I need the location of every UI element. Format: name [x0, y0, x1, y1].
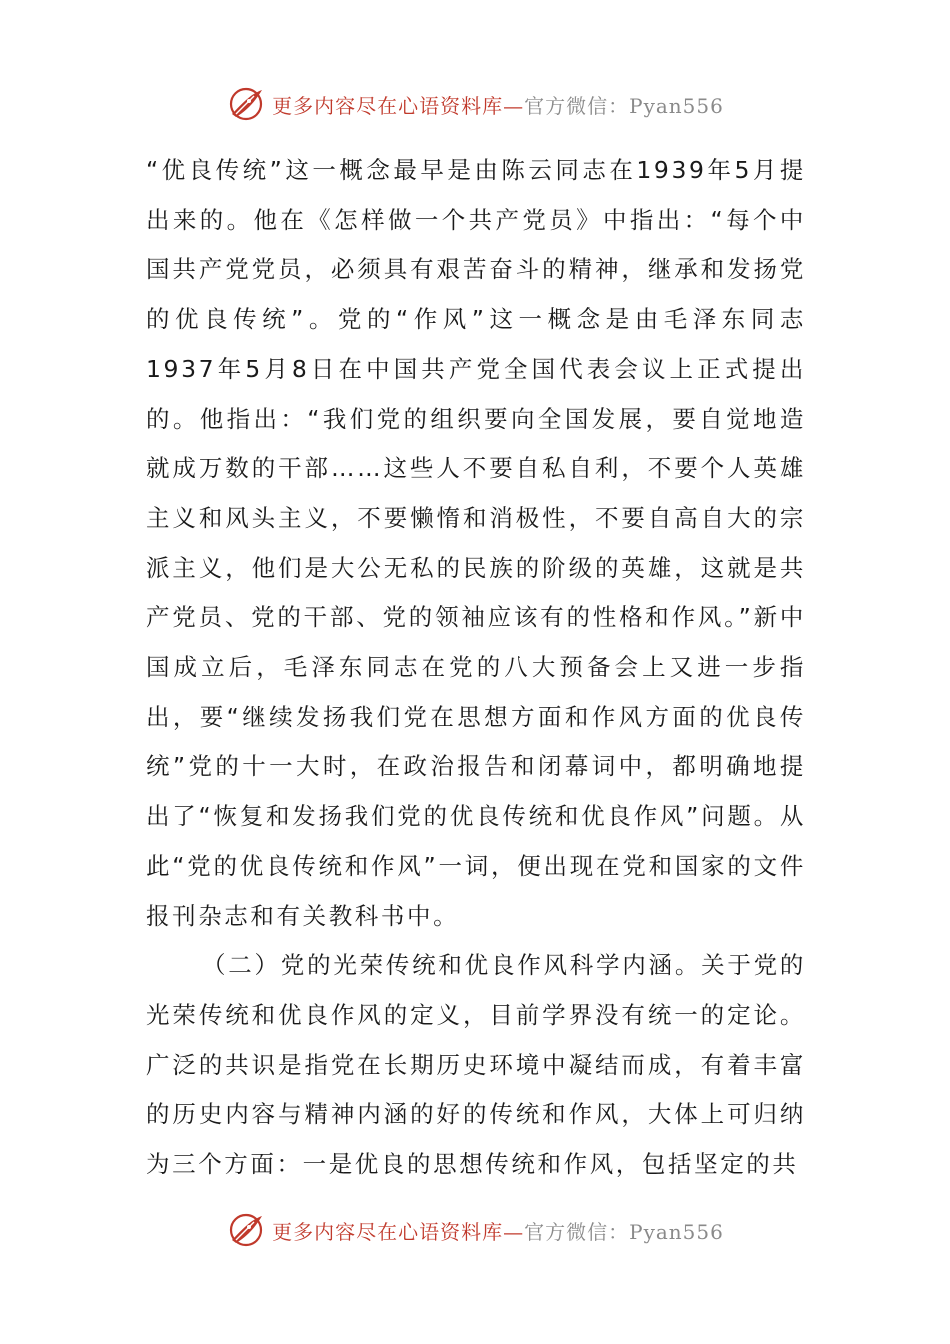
- pen-nib-logo-icon: [226, 1210, 266, 1250]
- header-banner-main: 更多内容尽在心语资料库—: [272, 93, 525, 118]
- header-banner-text: [272, 90, 724, 119]
- footer-banner-main: 更多内容尽在心语资料库—: [272, 1219, 525, 1244]
- header-wechat-label: 官方微信：: [524, 93, 630, 118]
- header-wechat-id: Pyan556: [629, 93, 724, 118]
- footer-watermark-banner: [0, 1206, 950, 1254]
- footer-banner-text: [272, 1216, 724, 1245]
- pen-nib-logo-icon: [226, 84, 266, 124]
- footer-wechat-label: 官方微信：: [524, 1219, 630, 1244]
- document-body: [146, 146, 806, 1190]
- body-paragraph-1: “优良传统”这一概念最早是由陈云同志在1939年5月提出来的。他在《怎样做一个共产党员》中指出：“每个中国共产党党员，必须具有艰苦奋斗的精神，继承和发扬党的优良传统”。党的“作风”这一概念是由毛泽东同志1937年5月8日在中国共产党全国代表会议上正式提出的。他指出：“我们党的组织要向全国发展，要自觉地造就成万数的干部……这些人不要自私自利，不要个人英雄主义和风头主义，不要懒惰和消极性，不要自高自大的宗派主义，他们是大公无私的民族的阶级的英雄，这就是共产党员、党的干部、党的领袖应该有的性格和作风。”新中国成立后，毛泽东同志在党的八大预备会上又进一步指出，要“继续发扬我们党在思想方面和作风方面的优良传统”党的十一大时，在政治报告和闭幕词中，都明确地提出了“恢复和发扬我们党的优良传统和优良作风”问题。从此“党的优良传统和作风”一词，便出现在党和国家的文件报刊杂志和有关教科书中。: [146, 156, 806, 930]
- footer-wechat-id: Pyan556: [629, 1219, 724, 1244]
- body-paragraph-2: （二）党的光荣传统和优良作风科学内涵。关于党的光荣传统和优良作风的定义，目前学界没有统一的定论。广泛的共识是指党在长期历史环境中凝结而成，有着丰富的历史内容与精神内涵的好的传统和作风，大体上可归纳为三个方面：一是优良的思想传统和作风，包括坚定的共: [146, 951, 806, 1179]
- header-watermark-banner: [0, 80, 950, 128]
